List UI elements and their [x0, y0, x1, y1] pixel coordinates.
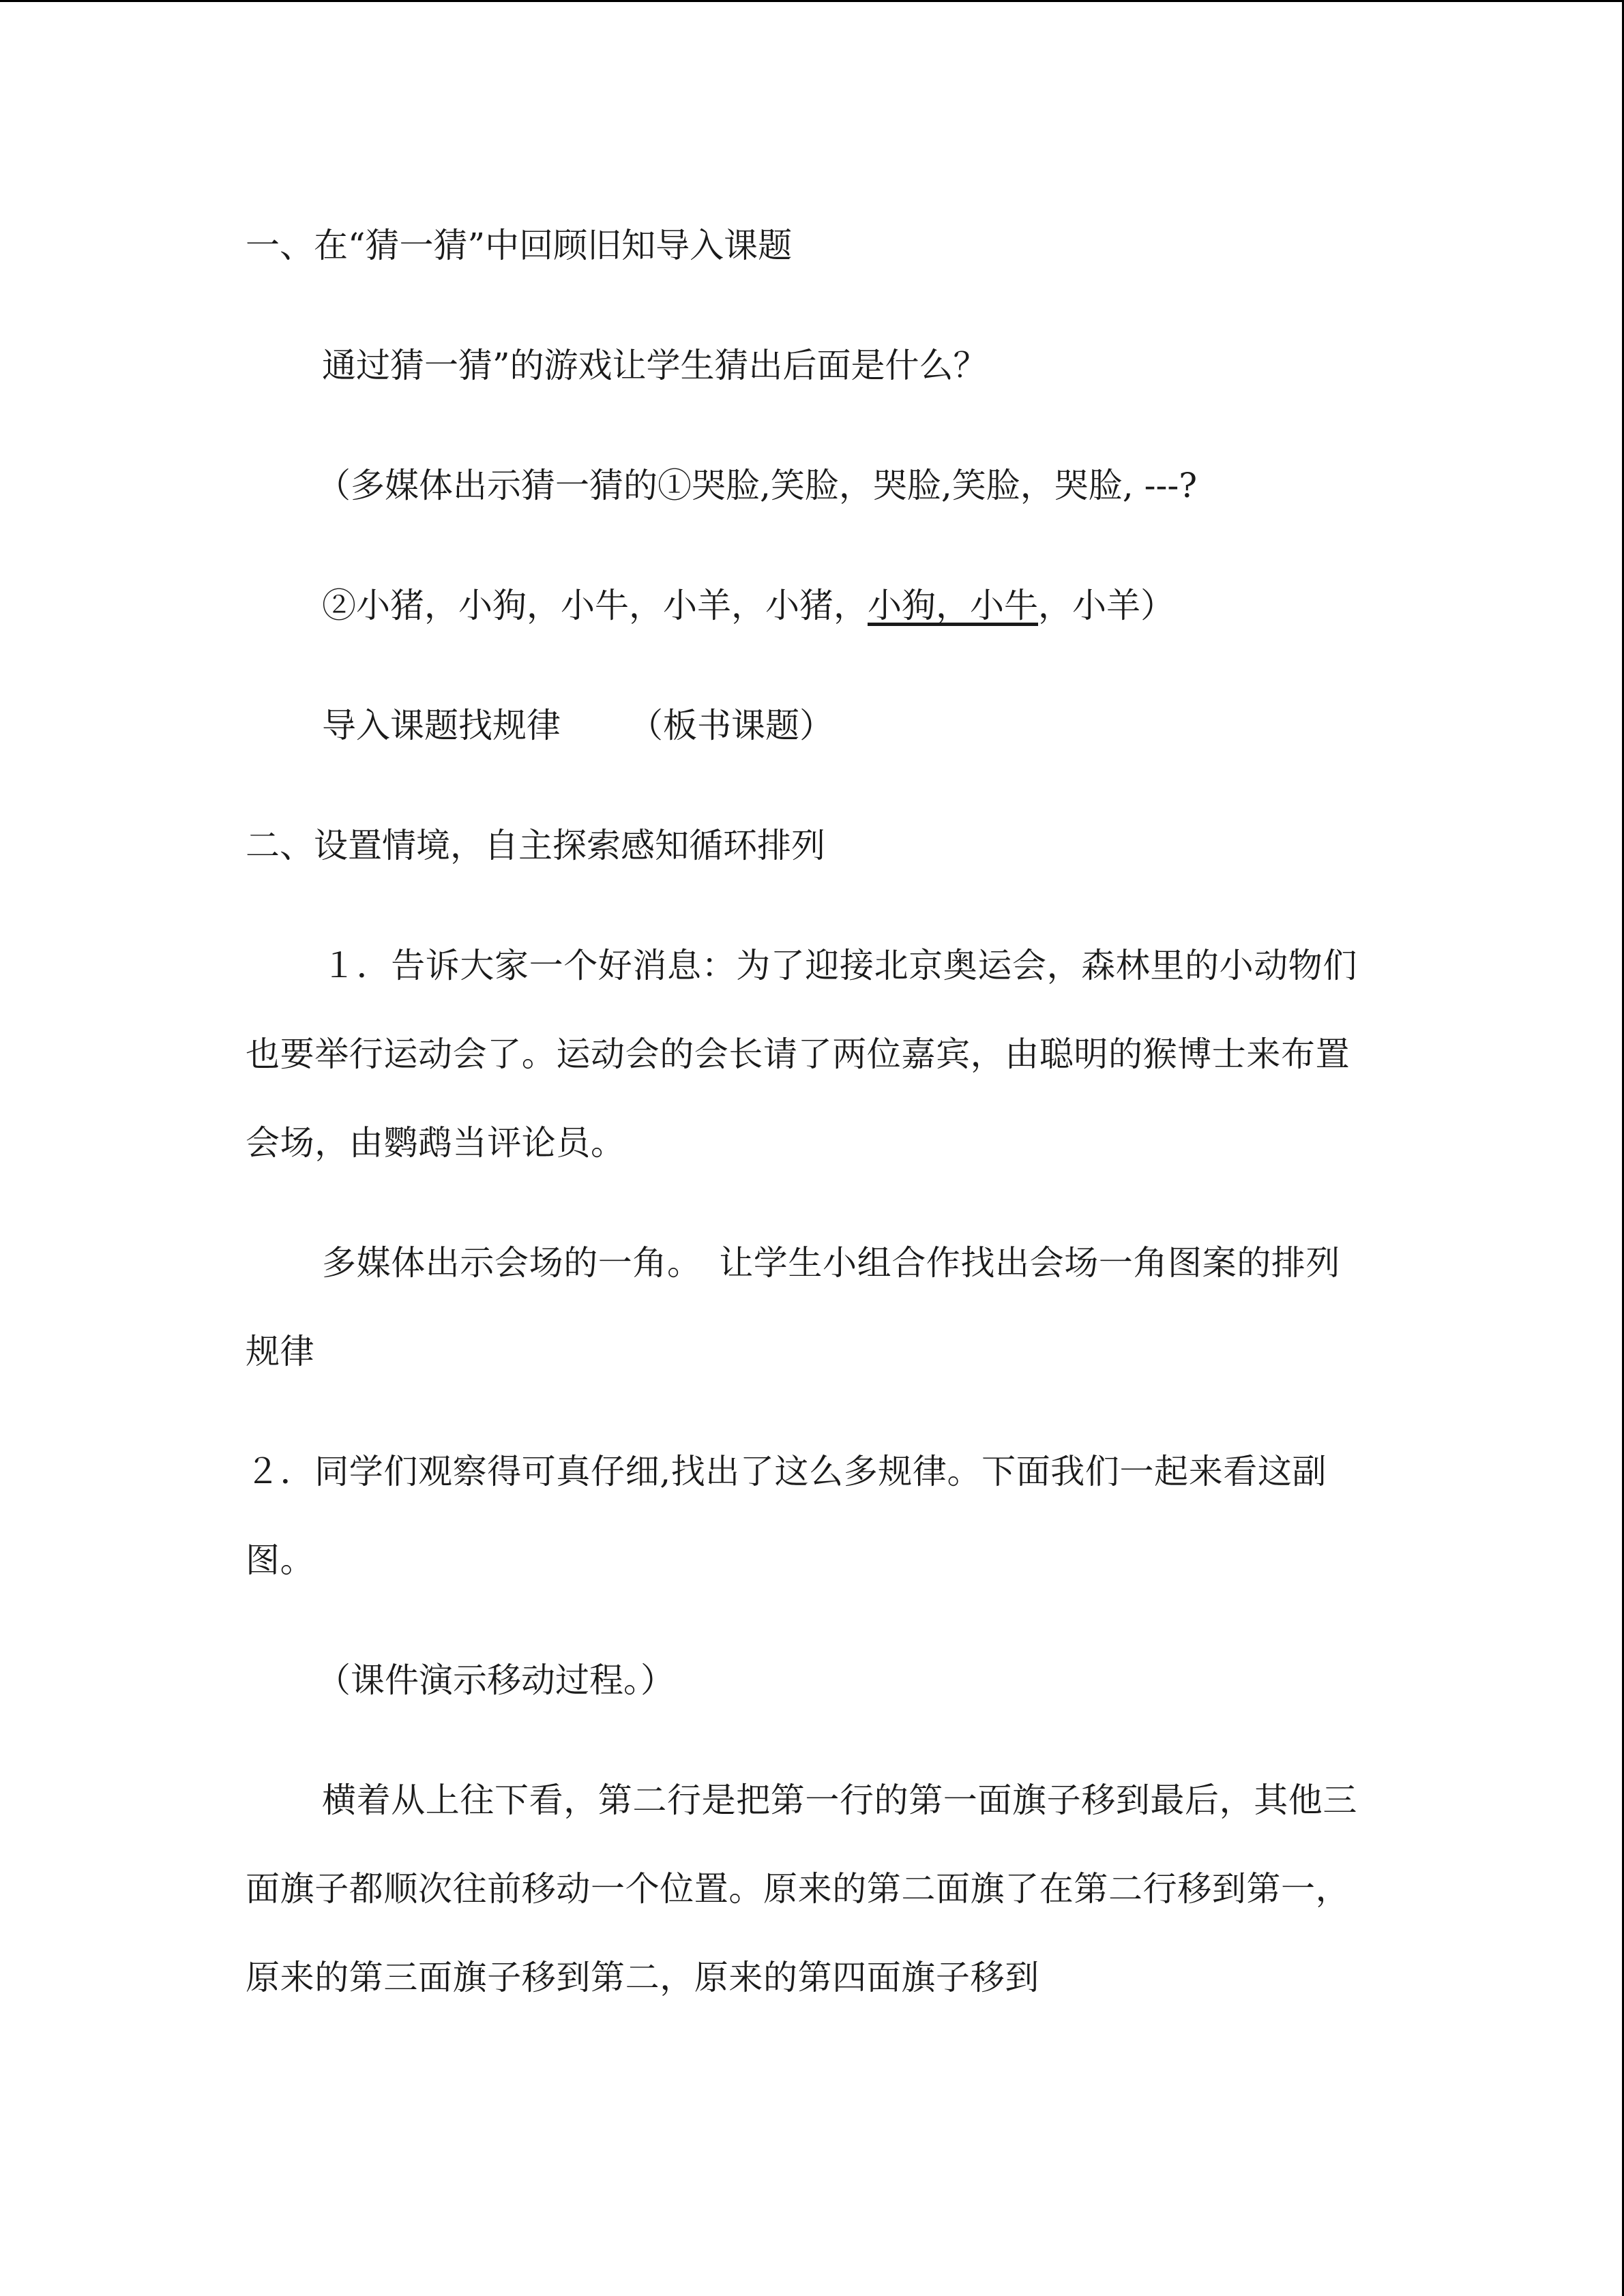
paragraph-courseware-demo: （课件演示移动过程。）: [316, 1660, 675, 1700]
paragraph-animals: [246, 561, 1364, 650]
page-top-border: [0, 0, 1624, 2]
paragraph-intro-topic: [246, 681, 1364, 770]
section-heading-1: 一、在“猜一猜”中回顾旧知导入课题: [246, 226, 793, 265]
animals-text-before: ②小猪，小狗，小牛，小羊，小猪，: [322, 586, 868, 625]
document-page: [246, 201, 1364, 2022]
paragraph-observe: ２．同学们观察得可真仔细,找出了这么多规律。下面我们一起来看这副图。: [246, 1452, 1327, 1580]
paragraph-venue-corner: 多媒体出示会场的一角。 让学生小组合作找出会场一角图案的排列规律: [246, 1243, 1340, 1371]
paragraph-good-news: １．告诉大家一个好消息：为了迎接北京奥运会，森林里的小动物们也要举行运动会了。运动会的会长请了两位嘉宾，由聪明的猴博士来布置会场，由鹦鹉当评论员。: [246, 946, 1357, 1163]
intro-topic-note: （板书课题）: [629, 706, 833, 745]
paragraph-multimedia-faces: （多媒体出示猜一猜的①哭脸,笑脸，哭脸,笑脸，哭脸, ---?: [316, 466, 1198, 505]
animals-text-after: ，小羊）: [1038, 586, 1175, 625]
section-heading-2: 二、设置情境，自主探索感知循环排列: [246, 826, 825, 865]
paragraph-guess-game: 通过猜一猜”的游戏让学生猜出后面是什么？: [322, 346, 988, 385]
paragraph-flag-movement: 横着从上往下看，第二行是把第一行的第一面旗子移到最后，其他三面旗子都顺次往前移动一个位置。原来的第二面旗了在第二行移到第一，原来的第三面旗子移到第二，原来的第四面旗子移到: [246, 1780, 1357, 1997]
intro-topic-text: 导入课题找规律: [322, 706, 561, 745]
animals-underlined-text: 小狗，小牛: [868, 586, 1038, 625]
